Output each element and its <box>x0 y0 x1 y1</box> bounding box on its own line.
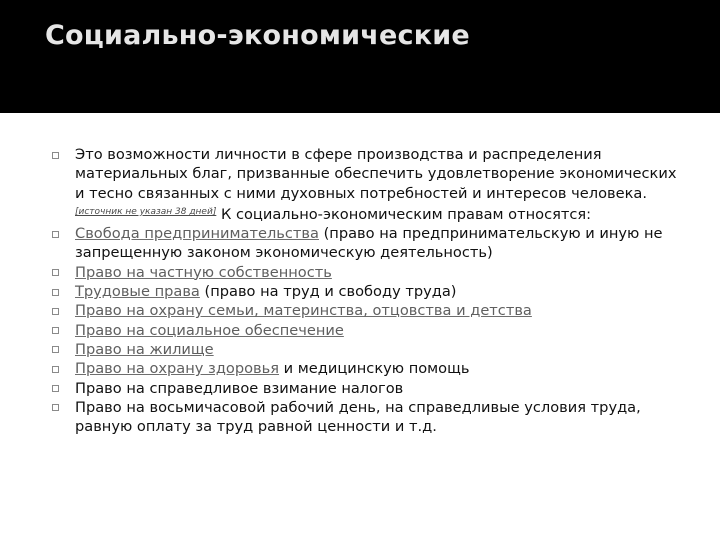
intro-text: Это возможности личности в сфере производства и распределения материальных благ, призванные обеспечить удовлетворение экономических и тесно связанных с ними духовных потребностей и интересов человека. <box>75 146 677 202</box>
item-text: и медицинскую помощь <box>279 360 470 378</box>
bullet-square-icon <box>52 327 59 334</box>
bullet-square-icon <box>52 346 59 353</box>
list-item <box>44 263 684 282</box>
slide-title: Социально-экономические <box>45 20 470 51</box>
bullet-square-icon <box>52 289 59 296</box>
item-link[interactable]: Право на социальное обеспечение <box>75 321 344 339</box>
bullet-square-icon <box>52 366 59 373</box>
item-link[interactable]: Трудовые права <box>75 283 200 301</box>
intro-text-tail: К социально-экономическим правам относятся: <box>216 205 592 223</box>
list-item <box>44 301 684 320</box>
slide-content <box>44 145 684 436</box>
item-link[interactable]: Свобода предпринимательства <box>75 225 319 243</box>
list-item <box>44 340 684 359</box>
item-text: (право на предпринимательскую и иную не запрещенную законом экономическую деятельность) <box>75 225 663 262</box>
item-link[interactable]: Право на охрану здоровья <box>75 360 280 378</box>
list-item <box>44 359 684 378</box>
list-item <box>44 321 684 340</box>
title-bar <box>0 0 720 113</box>
bullet-square-icon <box>52 308 59 315</box>
item-link[interactable]: Право на охрану семьи, материнства, отцовства и детства <box>75 302 532 320</box>
list-item <box>44 282 684 301</box>
list-item <box>44 398 684 437</box>
list-item <box>44 224 684 263</box>
list-item-intro <box>44 145 684 224</box>
citation-needed-link[interactable]: [источник не указан 38 дней] <box>75 206 217 217</box>
item-link[interactable]: Право на частную собственность <box>75 263 332 281</box>
list-item <box>44 379 684 398</box>
item-link[interactable]: Право на жилище <box>75 340 214 358</box>
bullet-square-icon <box>52 269 59 276</box>
bullet-square-icon <box>52 404 59 411</box>
bullet-list <box>44 145 684 436</box>
bullet-square-icon <box>52 385 59 392</box>
bullet-square-icon <box>52 152 59 159</box>
item-text: Право на справедливое взимание налогов <box>75 379 404 397</box>
item-text: Право на восьмичасовой рабочий день, на справедливые условия труда, равную оплату за труд равной ценности и т.д. <box>75 398 641 436</box>
item-text: (право на труд и свободу труда) <box>199 283 457 301</box>
bullet-square-icon <box>52 231 59 238</box>
